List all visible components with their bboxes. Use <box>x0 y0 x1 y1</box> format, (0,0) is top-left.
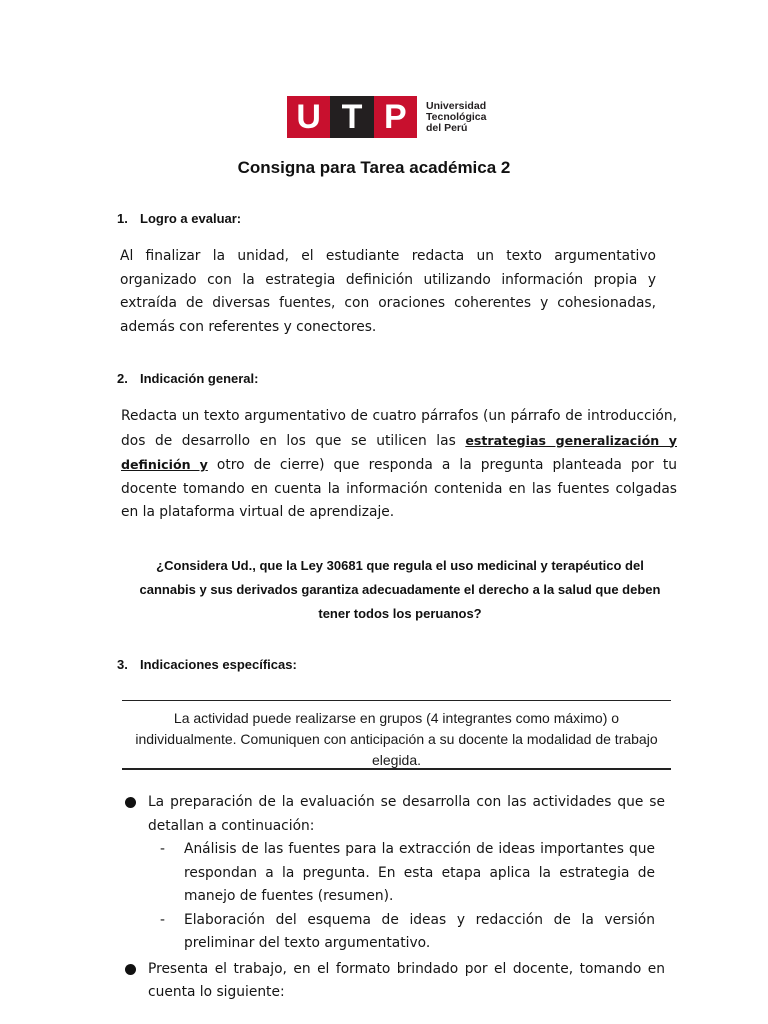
utp-logo-mark <box>287 96 417 138</box>
indicacion-text-after: otro de cierre) que responda a la pregunta planteada por tu docente tomando en cuenta la información contenida en las fuentes colgadas en la plataforma virtual de aprendizaje. <box>121 457 677 520</box>
list-item <box>125 791 665 838</box>
list-item-text: La preparación de la evaluación se desarrolla con las actividades que se detallan a continuación: <box>148 794 665 834</box>
logo-letter-u: U <box>287 96 330 138</box>
logo-text-line: del Perú <box>426 121 468 134</box>
instructions-list <box>125 791 665 1005</box>
logo-letter-t: T <box>330 96 373 138</box>
indicacion-text-before: Redacta un texto argumentativo de cuatro párrafos (un párrafo de introducción, dos de desarrollo en los que se utilicen las <box>121 408 677 449</box>
section-heading-especificas <box>117 657 297 672</box>
dash-icon: - <box>160 841 165 857</box>
group-work-notice: La actividad puede realizarse en grupos (4 integrantes como máximo) o individualmente. Comuniquen con anticipación a su docente la modalidad de trabajo elegida. <box>122 700 671 770</box>
section-number: 3. <box>117 657 128 672</box>
list-item-text: Presenta el trabajo, en el formato brindado por el docente, tomando en cuenta lo siguiente: <box>148 960 665 1000</box>
indicacion-paragraph <box>121 405 677 525</box>
logo-text-line: Universidad <box>426 99 487 112</box>
list-item <box>125 958 665 1005</box>
logo-university-name <box>426 101 486 134</box>
sub-list <box>125 838 665 956</box>
sub-list-item <box>125 909 655 956</box>
section-heading-text: Indicación general: <box>140 371 259 386</box>
section-number: 1. <box>117 211 128 226</box>
section-heading-logro <box>117 211 241 226</box>
logo-letter-p: P <box>374 96 417 138</box>
bullet-icon <box>125 964 136 975</box>
utp-logo <box>287 96 486 138</box>
sub-list-item-text: Elaboración del esquema de ideas y redacción de la versión preliminar del texto argumentativo. <box>184 911 655 951</box>
research-question: ¿Considera Ud., que la Ley 30681 que regula el uso medicinal y terapéutico del cannabis y sus derivados garantiza adecuadamente el derecho a la salud que deben tener todos los peruanos? <box>139 558 661 621</box>
logo-text-line: Tecnológica <box>426 110 487 123</box>
logro-paragraph: Al finalizar la unidad, el estudiante redacta un texto argumentativo organizado con la estrategia definición utilizando información propia y extraída de diversas fuentes, con oraciones coherentes y cohesionadas, además con referentes y conectores. <box>120 248 656 335</box>
sub-list-item-text: Análisis de las fuentes para la extracción de ideas importantes que respondan a la pregunta. En esta etapa aplica la estrategia de manejo de fuentes (resumen). <box>184 841 655 904</box>
section-heading-text: Indicaciones específicas: <box>140 657 297 672</box>
section-heading-text: Logro a evaluar: <box>140 211 242 226</box>
indicacion-underlined-text: estrategias generalización y definición y <box>121 432 677 472</box>
sub-list-item <box>125 838 655 909</box>
document-title: Consigna para Tarea académica 2 <box>237 158 511 177</box>
section-number: 2. <box>117 371 128 386</box>
section-heading-indicacion <box>117 371 258 386</box>
bullet-icon <box>125 797 136 808</box>
dash-icon: - <box>160 911 165 928</box>
